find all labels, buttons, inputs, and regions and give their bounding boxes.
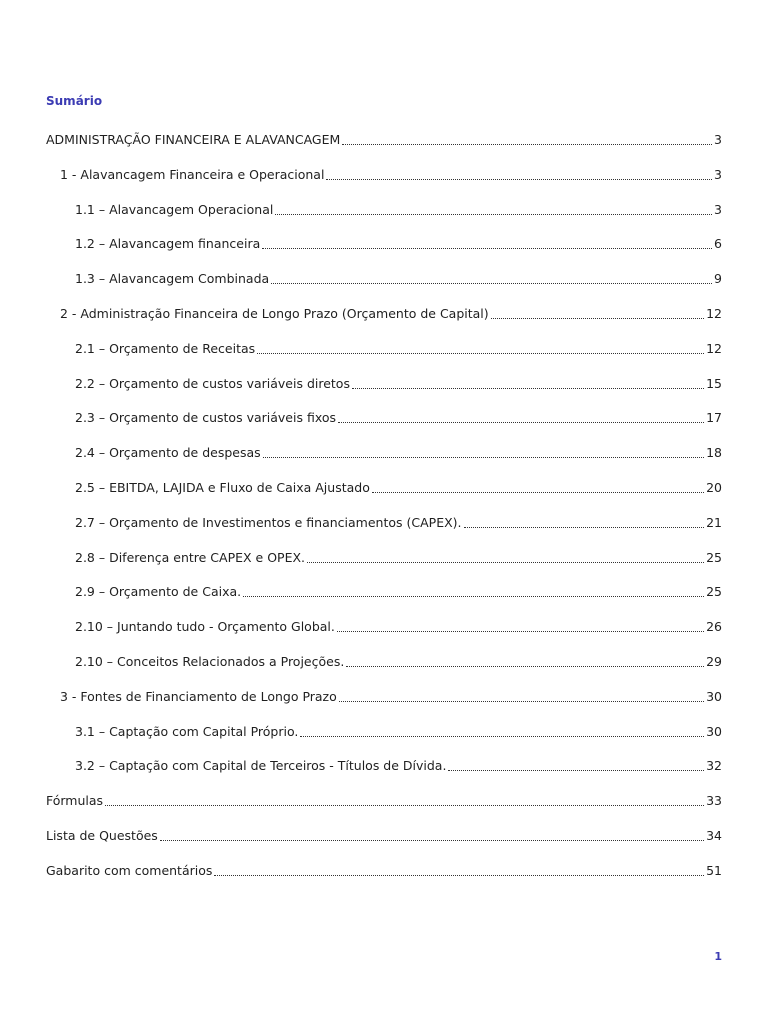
toc-entry[interactable] — [75, 232, 722, 252]
toc-entry-page: 21 — [706, 514, 722, 530]
toc-heading: Sumário — [46, 94, 103, 108]
toc-entry-label: 1.2 – Alavancagem financeira — [75, 236, 261, 252]
dot-leader — [275, 213, 712, 215]
toc-entry-label: Fórmulas — [46, 793, 104, 809]
toc-entry-page: 26 — [706, 619, 722, 635]
toc-entry[interactable] — [75, 198, 722, 218]
toc-entry-label: 2.2 – Orçamento de custos variáveis diretos — [75, 375, 350, 391]
dot-leader — [257, 352, 704, 354]
toc-entry-page: 32 — [706, 758, 722, 774]
dot-leader — [346, 665, 704, 667]
toc-entry-page: 34 — [706, 828, 722, 843]
dot-leader — [464, 526, 705, 528]
toc-entry-label: 2.5 – EBITDA, LAJIDA e Fluxo de Caixa Ajustado — [75, 480, 370, 495]
toc-entry[interactable] — [75, 615, 722, 635]
toc-entry-label: 2.8 – Diferença entre CAPEX e OPEX. — [75, 549, 306, 565]
dot-leader — [342, 143, 712, 145]
toc-entry-page: 25 — [706, 549, 722, 565]
toc-entry[interactable] — [75, 546, 722, 566]
toc-entry-page: 51 — [706, 862, 722, 878]
dot-leader — [214, 874, 704, 876]
dot-leader — [337, 630, 704, 632]
dot-leader — [271, 282, 712, 284]
toc-entry-page: 12 — [706, 340, 722, 356]
toc-entry-page: 12 — [706, 306, 722, 321]
toc-entry[interactable] — [75, 337, 722, 357]
toc-entry-page: 25 — [706, 584, 722, 600]
toc-entry-page: 9 — [714, 271, 722, 287]
toc-entry-page: 30 — [706, 688, 722, 704]
toc-entry-page: 30 — [706, 723, 722, 739]
dot-leader — [448, 769, 704, 771]
toc-entry-page: 17 — [706, 410, 722, 426]
dot-leader — [105, 804, 704, 806]
toc-entry-page: 20 — [706, 480, 722, 495]
dot-leader — [491, 317, 704, 319]
toc-entry-label: 2.10 – Juntando tudo - Orçamento Global. — [75, 619, 335, 635]
toc-entry-page: 18 — [706, 445, 722, 461]
toc-entry[interactable] — [46, 824, 722, 844]
page-number: 1 — [714, 950, 722, 963]
toc-entry-label: Lista de Questões — [46, 828, 158, 843]
toc-entry[interactable] — [75, 441, 722, 461]
toc-entry[interactable] — [60, 685, 722, 705]
toc-entry[interactable] — [75, 580, 722, 600]
toc-entry[interactable] — [46, 859, 722, 879]
dot-leader — [338, 421, 704, 423]
toc-entry-label: 1.1 – Alavancagem Operacional — [75, 201, 274, 217]
dot-leader — [160, 839, 704, 841]
toc-entry-page: 3 — [714, 132, 722, 147]
toc-entry-page: 33 — [706, 793, 722, 809]
toc-entry[interactable] — [75, 754, 722, 774]
dot-leader — [339, 700, 704, 702]
toc-entry[interactable] — [75, 267, 722, 287]
toc-entry-label: 1 - Alavancagem Financeira e Operacional — [60, 166, 325, 182]
toc-entry[interactable] — [75, 406, 722, 426]
toc-entry[interactable] — [75, 511, 722, 531]
toc-entry-page: 15 — [706, 375, 722, 391]
toc-entry[interactable] — [75, 650, 722, 670]
toc-entry-label: 3.1 – Captação com Capital Próprio. — [75, 723, 299, 739]
toc-entry[interactable] — [75, 720, 722, 740]
toc-entry[interactable] — [46, 128, 722, 148]
toc-entry-label: 2.4 – Orçamento de despesas — [75, 445, 261, 461]
toc-entry[interactable] — [60, 302, 722, 322]
toc-entry-label: 2.10 – Conceitos Relacionados a Projeções. — [75, 654, 345, 669]
dot-leader — [307, 561, 704, 563]
toc-entry[interactable] — [60, 163, 722, 183]
dot-leader — [262, 247, 712, 249]
dot-leader — [372, 491, 704, 493]
toc-entry-label: 2.3 – Orçamento de custos variáveis fixos — [75, 410, 336, 426]
dot-leader — [352, 387, 704, 389]
toc-entry-page: 3 — [714, 201, 722, 217]
dot-leader — [243, 595, 704, 597]
toc-entry-page: 6 — [714, 236, 722, 252]
toc-entry-label: 2.1 – Orçamento de Receitas — [75, 340, 256, 356]
dot-leader — [263, 456, 704, 458]
toc-entry[interactable] — [75, 372, 722, 392]
toc-entry-label: 3.2 – Captação com Capital de Terceiros - Títulos de Dívida. — [75, 758, 447, 774]
toc-entry-page: 3 — [714, 166, 722, 182]
toc-entry-label: ADMINISTRAÇÃO FINANCEIRA E ALAVANCAGEM — [46, 132, 341, 147]
toc-entry-label: 2.7 – Orçamento de Investimentos e financiamentos (CAPEX). — [75, 514, 462, 530]
dot-leader — [300, 735, 704, 737]
toc-entry-label: 2.9 – Orçamento de Caixa. — [75, 584, 242, 600]
toc-entry-label: 1.3 – Alavancagem Combinada — [75, 271, 270, 287]
toc-entry-label: 2 - Administração Financeira de Longo Prazo (Orçamento de Capital) — [60, 306, 489, 321]
toc-entry-label: Gabarito com comentários — [46, 862, 213, 878]
toc-entry[interactable] — [46, 789, 722, 809]
toc-entry-label: 3 - Fontes de Financiamento de Longo Prazo — [60, 688, 337, 704]
toc-entry-page: 29 — [706, 654, 722, 669]
dot-leader — [326, 178, 712, 180]
toc-entry[interactable] — [75, 476, 722, 496]
